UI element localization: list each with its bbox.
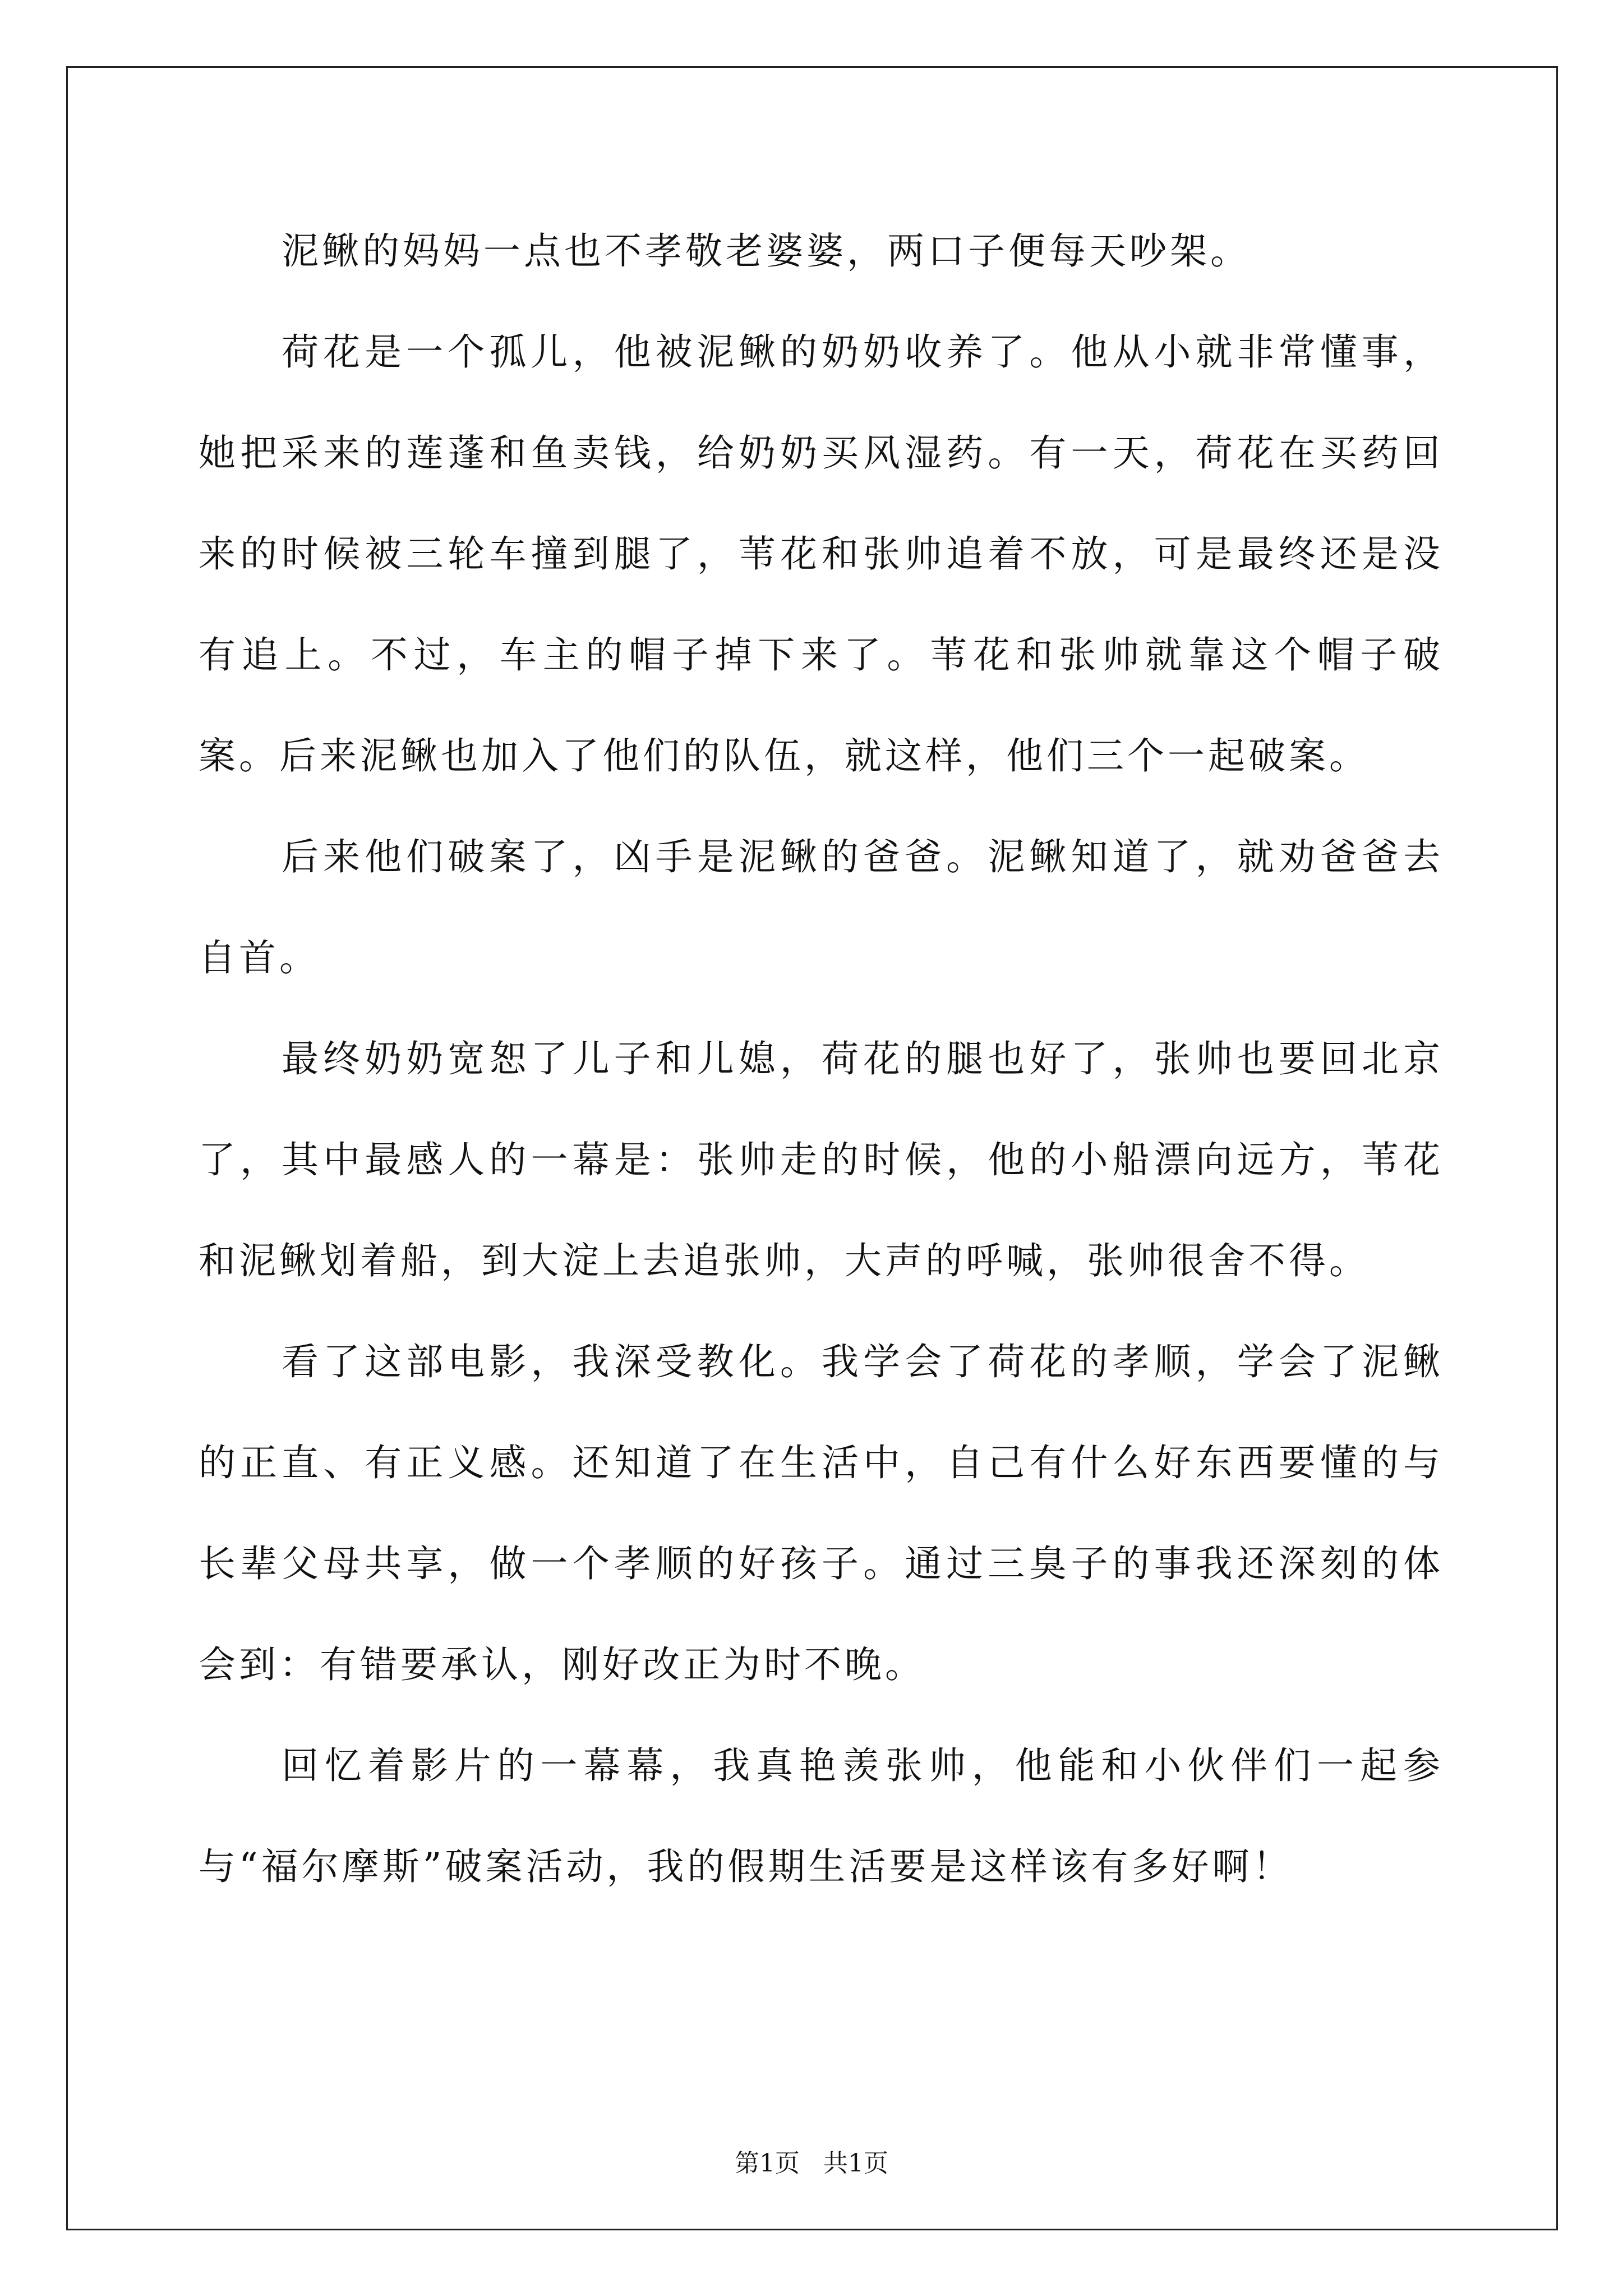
page-footer [0,2143,1623,2179]
paragraph: 荷花是一个孤儿，他被泥鳅的奶奶收养了。他从小就非常懂事，她把采来的莲蓬和鱼卖钱，给奶奶买风湿药。有一天，荷花在买药回来的时候被三轮车撞到腿了，苇花和张帅追着不放，可是最终还是没有追上。不过，车主的帽子掉下来了。苇花和张帅就靠这个帽子破案。后来泥鳅也加入了他们的队伍，就这样，他们三个一起破案。 [199,330,1444,777]
document-body [199,201,1444,1917]
paragraph: 回忆着影片的一幕幕，我真艳羡张帅，他能和小伙伴们一起参与“福尔摩斯”破案活动，我的假期生活要是这样该有多好啊！ [199,1744,1444,1888]
paragraph: 最终奶奶宽恕了儿子和儿媳，荷花的腿也好了，张帅也要回北京了，其中最感人的一幕是：张帅走的时候，他的小船漂向远方，苇花和泥鳅划着船，到大淀上去追张帅，大声的呼喊，张帅很舍不得。 [199,1037,1444,1282]
page-number: 第1页 [735,2149,800,2178]
paragraph: 后来他们破案了，凶手是泥鳅的爸爸。泥鳅知道了，就劝爸爸去自首。 [199,835,1444,979]
page-total: 共1页 [823,2149,888,2178]
paragraph: 泥鳅的妈妈一点也不孝敬老婆婆，两口子便每天吵架。 [282,229,1251,273]
paragraph: 看了这部电影，我深受教化。我学会了荷花的孝顺，学会了泥鳅的正直、有正义感。还知道了在生活中，自己有什么好东西要懂的与长辈父母共享，做一个孝顺的好孩子。通过三臭子的事我还深刻的体会到：有错要承认，刚好改正为时不晚。 [199,1340,1444,1686]
